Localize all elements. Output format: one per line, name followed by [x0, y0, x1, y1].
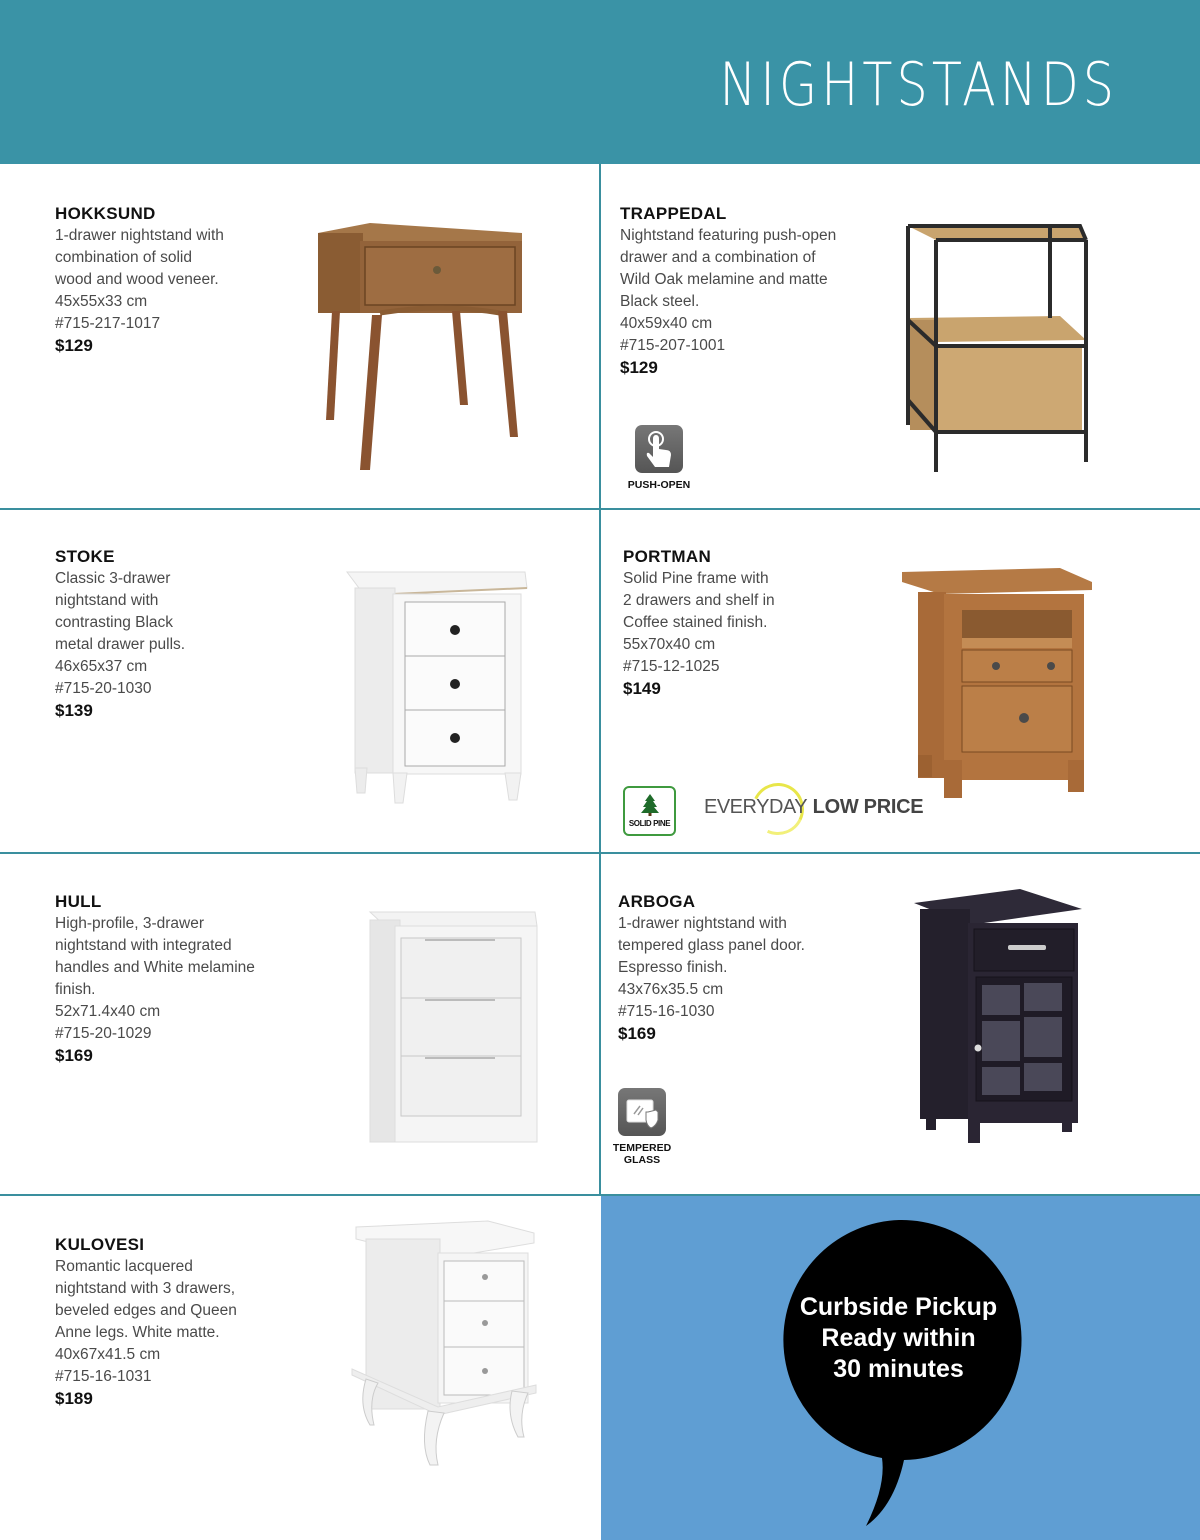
kulovesi-product-image — [348, 1215, 543, 1475]
stoke-product-image — [345, 568, 530, 808]
product-description: Anne legs. White matte. — [55, 1324, 220, 1341]
everyday-label: EVERYDAY — [704, 796, 808, 818]
product-arboga — [618, 891, 805, 1045]
product-sku: #715-20-1030 — [55, 680, 152, 697]
product-stoke — [55, 546, 185, 722]
product-name: HOKKSUND — [55, 204, 156, 223]
grid-divider-row-2 — [0, 852, 1200, 854]
product-sku: #715-16-1030 — [618, 1003, 715, 1020]
product-description: contrasting Black — [55, 614, 174, 631]
tempered-glass-icon — [618, 1088, 666, 1136]
product-dimensions: 55x70x40 cm — [623, 636, 716, 653]
product-name: KULOVESI — [55, 1235, 145, 1254]
product-description: finish. — [55, 981, 96, 998]
low-price-label: LOW PRICE — [812, 796, 924, 818]
product-sku: #715-16-1031 — [55, 1368, 152, 1385]
curbside-pickup-promo — [601, 1196, 1200, 1540]
product-price: $189 — [55, 1389, 93, 1408]
product-description: 1-drawer nightstand with — [55, 227, 224, 244]
trappedal-product-image — [900, 220, 1095, 475]
push-open-badge — [619, 425, 699, 491]
product-dimensions: 40x59x40 cm — [620, 315, 713, 332]
product-price: $129 — [620, 358, 658, 377]
product-description: nightstand with integrated — [55, 937, 232, 954]
product-sku: #715-20-1029 — [55, 1025, 152, 1042]
product-description: handles and White melamine — [55, 959, 255, 976]
product-description: Classic 3-drawer — [55, 570, 171, 587]
product-description: metal drawer pulls. — [55, 636, 186, 653]
push-open-label: PUSH-OPEN — [627, 479, 691, 491]
hokksund-product-image — [310, 215, 530, 475]
product-description: Black steel. — [620, 293, 700, 310]
product-price: $129 — [55, 336, 93, 355]
product-description: nightstand with — [55, 592, 159, 609]
product-description: High-profile, 3-drawer — [55, 915, 205, 932]
product-description: 1-drawer nightstand with — [618, 915, 787, 932]
product-description: Coffee stained finish. — [623, 614, 768, 631]
product-name: PORTMAN — [623, 547, 712, 566]
push-open-icon — [635, 425, 683, 473]
promo-line: Ready within — [821, 1324, 976, 1352]
product-name: ARBOGA — [618, 892, 696, 911]
product-hokksund — [55, 203, 224, 357]
product-dimensions: 45x55x33 cm — [55, 293, 148, 310]
product-price: $149 — [623, 679, 661, 698]
portman-product-image — [900, 560, 1095, 800]
product-name: TRAPPEDAL — [620, 204, 727, 223]
hull-product-image — [365, 908, 540, 1148]
product-sku: #715-207-1001 — [620, 337, 726, 354]
product-description: nightstand with 3 drawers, — [55, 1280, 236, 1297]
product-description: drawer and a combination of — [620, 249, 816, 266]
product-description: tempered glass panel door. — [618, 937, 805, 954]
product-portman — [623, 546, 775, 700]
product-hull — [55, 891, 255, 1067]
product-description: Romantic lacquered — [55, 1258, 193, 1275]
product-description: Nightstand featuring push-open — [620, 227, 837, 244]
product-description: wood and wood veneer. — [55, 271, 219, 288]
grid-divider-row-1 — [0, 508, 1200, 510]
product-sku: #715-12-1025 — [623, 658, 720, 675]
solid-pine-badge — [623, 786, 676, 836]
product-price: $169 — [55, 1046, 93, 1065]
product-description: Espresso finish. — [618, 959, 728, 976]
product-dimensions: 40x67x41.5 cm — [55, 1346, 161, 1363]
product-description: Wild Oak melamine and matte — [620, 271, 828, 288]
product-price: $139 — [55, 701, 93, 720]
page-header — [0, 0, 1200, 164]
product-sku: #715-217-1017 — [55, 315, 161, 332]
grid-divider-vertical — [599, 164, 601, 1196]
product-dimensions: 43x76x35.5 cm — [618, 981, 724, 998]
product-description: 2 drawers and shelf in — [623, 592, 775, 609]
arboga-product-image — [910, 885, 1085, 1145]
product-trappedal — [620, 203, 836, 379]
product-name: STOKE — [55, 547, 115, 566]
promo-message — [761, 1292, 1036, 1385]
pine-tree-icon — [640, 793, 660, 817]
everyday-low-price-tag — [704, 796, 923, 819]
product-kulovesi — [55, 1234, 237, 1410]
product-description: combination of solid — [55, 249, 192, 266]
product-dimensions: 52x71.4x40 cm — [55, 1003, 161, 1020]
product-name: HULL — [55, 892, 102, 911]
page-title: NIGHTSTANDS — [719, 50, 1118, 120]
promo-line: 30 minutes — [833, 1355, 964, 1383]
solid-pine-label: SOLID PINE — [628, 819, 671, 828]
product-dimensions: 46x65x37 cm — [55, 658, 148, 675]
promo-line: Curbside Pickup — [799, 1293, 998, 1321]
tempered-glass-badge — [604, 1088, 680, 1166]
product-description: Solid Pine frame with — [623, 570, 769, 587]
product-description: beveled edges and Queen — [55, 1302, 237, 1319]
product-price: $169 — [618, 1024, 656, 1043]
tempered-glass-label: GLASS — [623, 1154, 661, 1166]
tempered-glass-label: TEMPERED — [612, 1142, 672, 1154]
